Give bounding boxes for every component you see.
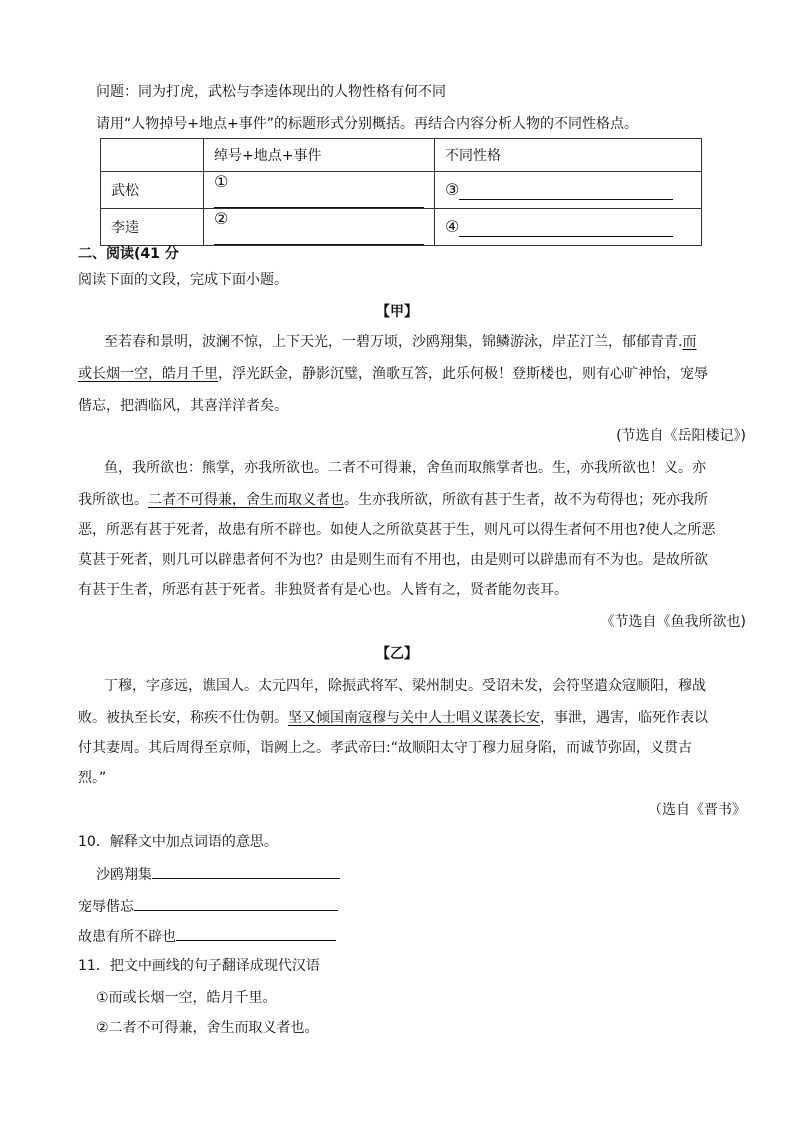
blank-marker: ① bbox=[214, 172, 229, 191]
character-name: 武松 bbox=[101, 172, 204, 209]
answer-blank[interactable] bbox=[214, 228, 424, 245]
answer-blank[interactable] bbox=[152, 864, 340, 879]
answer-blank-cell[interactable] bbox=[435, 209, 702, 246]
section-heading: 二、阅读(41 分 bbox=[78, 246, 179, 262]
character-name: 李逵 bbox=[101, 209, 204, 246]
passage-line: 偕忘，把酒临风，其喜洋洋者矣。 bbox=[78, 398, 288, 414]
answer-blank-cell[interactable] bbox=[435, 172, 702, 209]
answer-blank[interactable] bbox=[214, 191, 424, 208]
source-citation: (节选自《岳阳楼记》) bbox=[616, 428, 746, 444]
passage-line: 莫甚于死者，则几可以辟患者何不为也？由是则生而有不用也，由是则可以辟患而有不为也。是故所欲 bbox=[78, 552, 708, 568]
text-span: 败。被执至长安，称疾不仕伪朝。 bbox=[78, 710, 288, 726]
text-span: 至若春和景明，波澜不惊，上下天光，一碧万顷，沙鸥翔集，锦鳞游泳，岸芷汀兰，郁郁青青. bbox=[104, 334, 683, 350]
passage-title-jia: 【甲】 bbox=[376, 304, 418, 320]
question-11-title: 11．把文中画线的句子翻译成现代汉语 bbox=[78, 958, 320, 974]
table-header-row bbox=[101, 139, 702, 172]
blank-marker: ③ bbox=[445, 180, 460, 200]
source-citation: （选自《晋书》 bbox=[648, 802, 746, 818]
table-row bbox=[101, 172, 702, 209]
question-item bbox=[78, 896, 338, 917]
question-instruction: 请用“人物掉号+地点+事件”的标题形式分别概括。再结合内容分析人物的不同性格点。 bbox=[96, 116, 638, 132]
passage-line: 付其妻周。其后周得至京师，诣阙上之。孝武帝曰:“故顺阳太守丁穆力屈身陷，而诚节弥固，义贯古 bbox=[78, 740, 692, 756]
blank-marker: ② bbox=[214, 209, 229, 228]
answer-blank[interactable] bbox=[134, 896, 338, 911]
table-header-cell bbox=[101, 139, 204, 172]
text-span: 我所欲也。 bbox=[78, 492, 148, 508]
passage-line bbox=[104, 332, 696, 352]
passage-line: 烈。” bbox=[78, 770, 107, 786]
table-row bbox=[101, 209, 702, 246]
answer-blank[interactable] bbox=[176, 926, 336, 941]
term: 沙鸥翔集 bbox=[96, 867, 152, 883]
section-instruction: 阅读下面的文段，完成下面小题。 bbox=[78, 272, 288, 288]
answer-table bbox=[100, 138, 702, 246]
text-span: 。生亦我所欲，所欲有甚于生者，故不为苟得也；死亦我所 bbox=[344, 492, 708, 508]
passage-line bbox=[78, 364, 708, 384]
passage-line bbox=[78, 708, 708, 728]
question-item bbox=[96, 864, 340, 885]
question-item: ①而或长烟一空，皓月千里。 bbox=[96, 990, 277, 1006]
passage-title-yi: 【乙】 bbox=[376, 646, 418, 662]
answer-blank-cell[interactable] bbox=[204, 172, 435, 209]
answer-blank-cell[interactable] bbox=[204, 209, 435, 246]
passage-line: 鱼，我所欲也：熊掌，亦我所欲也。二者不可得兼，舍鱼而取熊掌者也。生，亦我所欲也！义。亦 bbox=[104, 460, 706, 476]
answer-blank[interactable] bbox=[459, 183, 673, 200]
text-span: ，事泄，遇害，临死作表以 bbox=[540, 710, 708, 726]
underlined-sentence: 或长烟一空，皓月千里 bbox=[78, 366, 218, 382]
question-item bbox=[78, 926, 336, 947]
source-citation: 《节选自《鱼我所欲也) bbox=[600, 614, 746, 630]
passage-line: 有甚于生者，所恶有甚于死者。非独贤者有是心也。人皆有之，贤者能勿丧耳。 bbox=[78, 582, 568, 598]
passage-line: 丁穆，字彦远，谯国人。太元四年，除振武将军、梁州制史。受诏未发，会符坚遣众寇顺阳，穆战 bbox=[104, 678, 706, 694]
question-10-title: 10．解释文中加点词语的意思。 bbox=[78, 834, 278, 850]
underlined-sentence: 二者不可得兼，舍生而取义者也 bbox=[148, 492, 344, 508]
term: 宠辱偕忘 bbox=[78, 899, 134, 915]
passage-line bbox=[78, 490, 708, 510]
passage-line: 恶，所恶有甚于死者，故患有所不辟也。如使人之所欲莫甚于生，则凡可以得生者何不用也?使人之所恶 bbox=[78, 522, 716, 538]
underlined-sentence: 而 bbox=[682, 334, 697, 350]
question-intro: 问题：同为打虎，武松与李逵体现出的人物性格有何不同 bbox=[96, 84, 446, 100]
question-item: ②二者不可得兼，舍生而取义者也。 bbox=[96, 1020, 319, 1036]
table-header-cell: 不同性格 bbox=[435, 139, 702, 172]
answer-blank[interactable] bbox=[459, 220, 673, 237]
underlined-sentence: 坚又倾国南寇穆与关中人士唱义谋袭长安 bbox=[288, 710, 540, 726]
term: 故患有所不辟也 bbox=[78, 929, 176, 945]
table-header-cell: 绰号+地点+事件 bbox=[204, 139, 435, 172]
text-span: ，浮光跃金，静影沉璧，渔歌互答，此乐何极！登斯楼也，则有心旷神怡，宠辱 bbox=[218, 366, 708, 382]
blank-marker: ④ bbox=[445, 217, 460, 237]
